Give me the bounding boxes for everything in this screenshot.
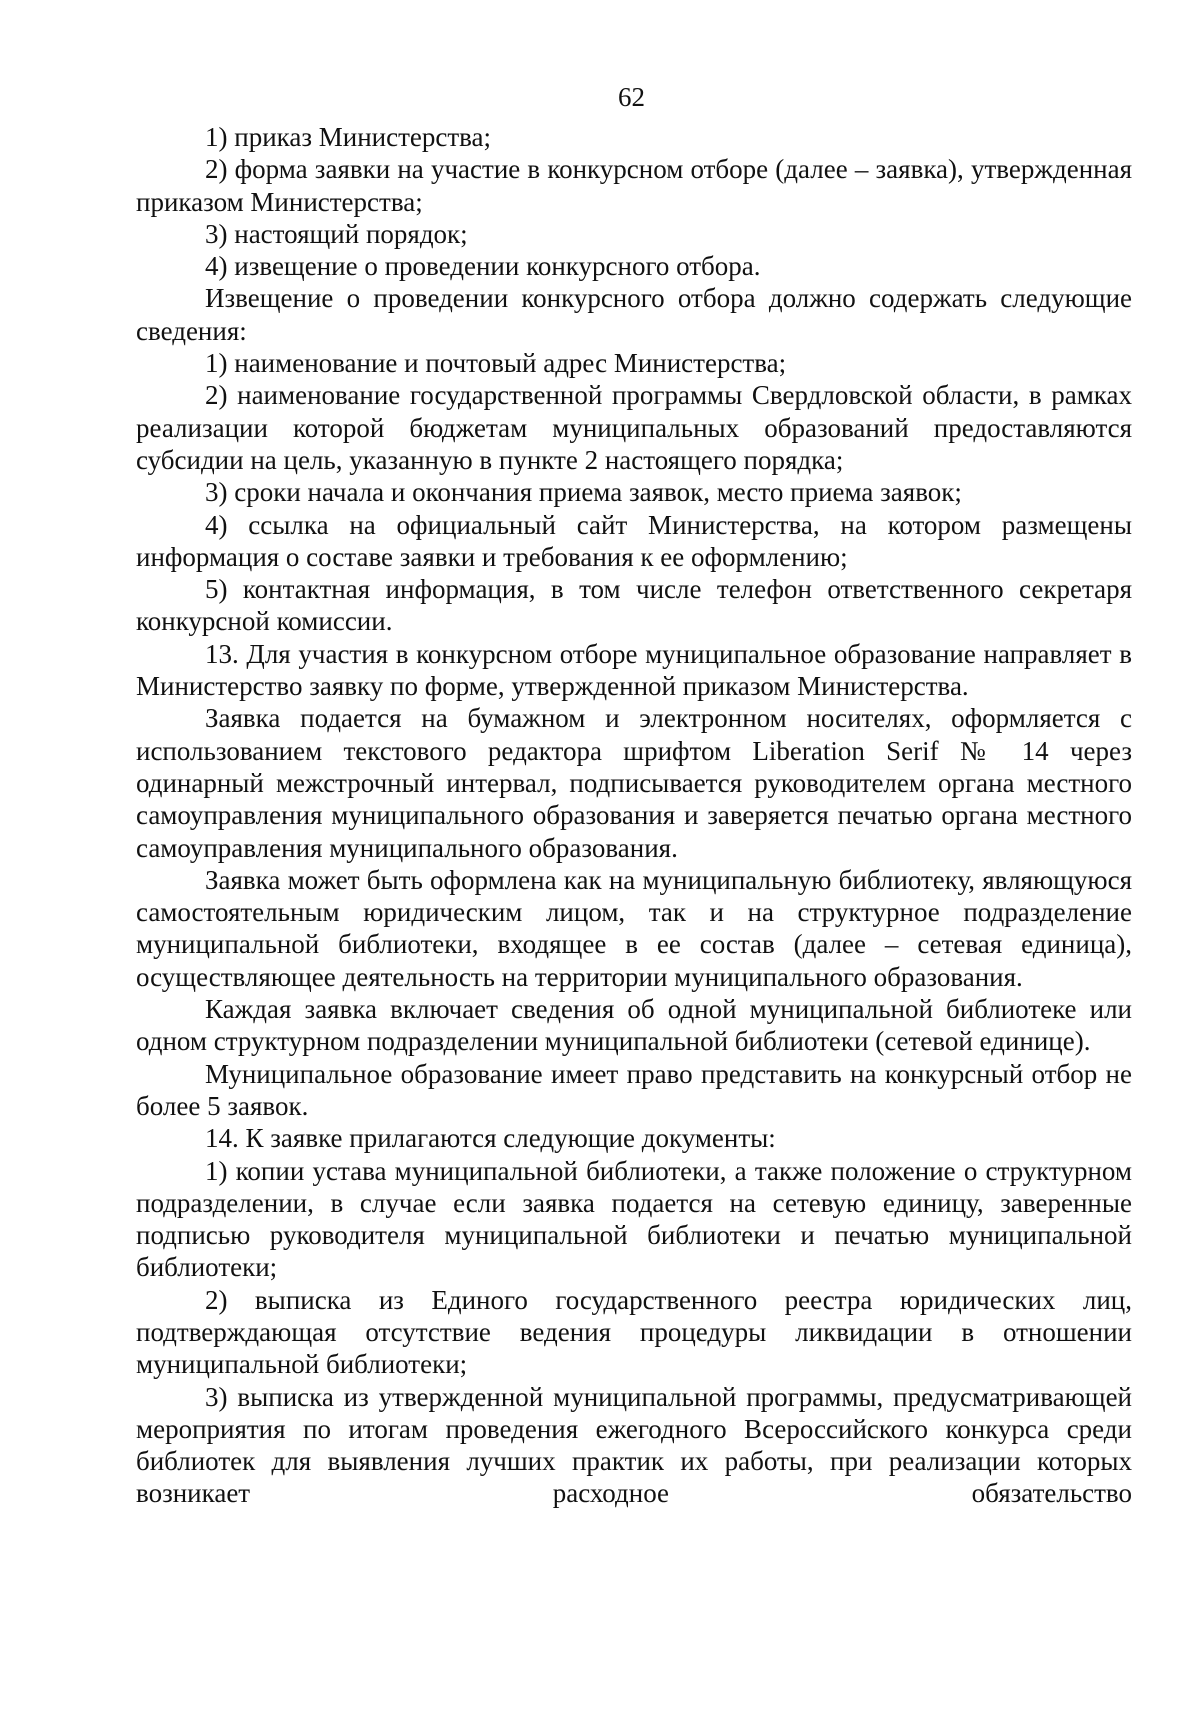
- paragraph-state-program: 2) наименование государственной программы Свердловской области, в рамках реализации которой бюджетам муниципальных образований предоставляются субсидии на цель, указанную в пункте 2 настоящего порядка;: [136, 380, 1132, 475]
- paragraph-order-ministry: 1) приказ Министерства;: [205, 122, 492, 152]
- paragraph-application-library-types: Заявка может быть оформлена как на муниципальную библиотеку, являющуюся самостоятельным юридическим лицом, так и на структурное подразделение муниципальной библиотеки, входящее в ее состав (далее – сетевая единица), осуществляющее деятельность на территории муниципального образования.: [136, 864, 1132, 992]
- paragraph-official-site-link: 4) ссылка на официальный сайт Министерства, на котором размещены информация о составе заявки и требования к ее оформлению;: [136, 509, 1132, 572]
- page-number: 62: [618, 82, 645, 112]
- paragraph-section-14: 14. К заявке прилагаются следующие документы:: [205, 1123, 776, 1154]
- paragraph-one-library-per-application: Каждая заявка включает сведения об одной муниципальной библиотеке или одном структурном подразделении муниципальной библиотеки (сетевой единице).: [136, 994, 1132, 1057]
- paragraph-present-procedure: 3) настоящий порядок;: [205, 218, 468, 249]
- paragraph-notice-content-intro: Извещение о проведении конкурсного отбора должно содержать следующие сведения:: [136, 283, 1132, 346]
- paragraph-application-form: 2) форма заявки на участие в конкурсном отборе (далее – заявка), утвержденная приказом Министерства;: [136, 154, 1132, 217]
- paragraph-section-13: 13. Для участия в конкурсном отборе муниципальное образование направляет в Министерство заявку по форме, утвержденной приказом Министерства.: [136, 638, 1132, 702]
- paragraph-state-register-extract: 2) выписка из Единого государственного реестра юридических лиц, подтверждающая отсутствие ведения процедуры ликвидации в отношении муниципальной библиотеки;: [136, 1284, 1132, 1380]
- paragraph-ministry-name-address: 1) наименование и почтовый адрес Министерства;: [205, 348, 787, 379]
- paragraph-application-format: Заявка подается на бумажном и электронном носителях, оформляется с использованием текстового редактора шрифтом Liberation Serif № 14 через одинарный межстрочный интервал, подписывается руководителем органа местного самоуправления муниципального образования и заверяется печатью органа местного самоуправления муниципального образования.: [136, 703, 1132, 863]
- document-body: [136, 121, 1132, 1510]
- paragraph-municipal-program-extract: 3) выписка из утвержденной муниципальной программы, предусматривающей мероприятия по итогам проведения ежегодного Всероссийского конкурса среди библиотек для выявления лучших практик их работы, при реализации которых возникает расходное обязательство: [136, 1381, 1132, 1509]
- paragraph-application-dates: 3) сроки начала и окончания приема заявок, место приема заявок;: [205, 477, 962, 508]
- paragraph-application-limit: Муниципальное образование имеет право представить на конкурсный отбор не более 5 заявок.: [136, 1058, 1132, 1121]
- paragraph-contact-information: 5) контактная информация, в том числе телефон ответственного секретаря конкурсной комиссии.: [136, 574, 1132, 637]
- paragraph-notice-selection: 4) извещение о проведении конкурсного отбора.: [205, 251, 761, 282]
- paragraph-charter-copies: 1) копии устава муниципальной библиотеки, а также положение о структурном подразделении, в случае если заявка подается на сетевую единицу, заверенные подписью руководителя муниципальной библиотеки и печатью муниципальной библиотеки;: [136, 1155, 1132, 1283]
